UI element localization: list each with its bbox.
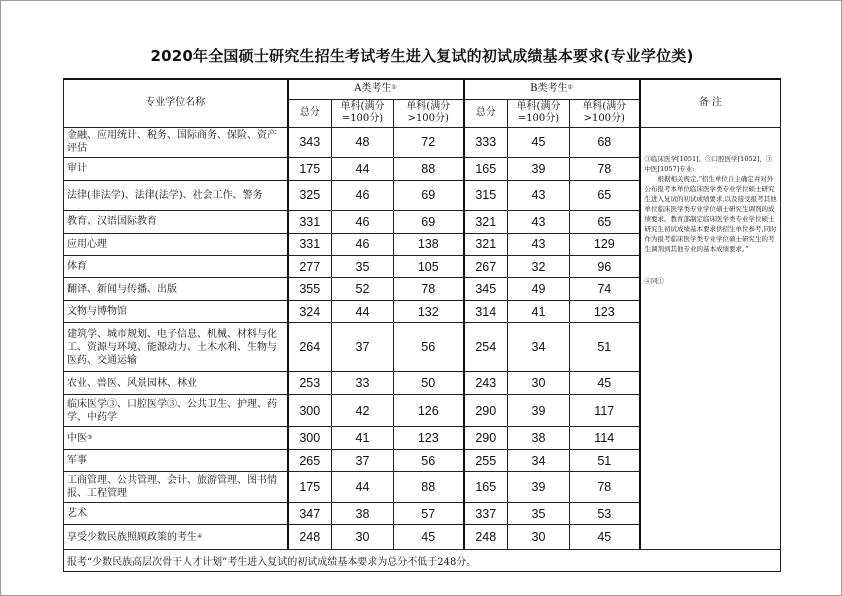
cell-a-total: 248 [288,525,332,550]
cell-b-s1: 35 [508,502,570,524]
cell-b-s2: 65 [570,180,640,211]
cell-b-s1: 39 [508,158,570,180]
cell-b-total: 254 [464,323,508,372]
cell-b-s2: 74 [570,278,640,300]
score-table [63,78,781,572]
cell-b-s2: 53 [570,502,640,524]
row-major-name: 建筑学、城市规划、电子信息、机械、材料与化工、资源与环境、能源动力、土木水利、生物与医药、交通运输 [64,323,288,372]
cell-b-s1: 43 [508,233,570,255]
cell-b-total: 165 [464,158,508,180]
header-a-total: 总分 [288,99,332,127]
cell-a-s1: 48 [332,127,394,158]
header-a-single-over-100: 单科(满分>100分) [394,99,464,127]
cell-b-s2: 123 [570,300,640,322]
cell-b-s1: 43 [508,211,570,233]
cell-a-total: 343 [288,127,332,158]
cell-b-s2: 78 [570,158,640,180]
row-major-name: 应用心理 [64,233,288,255]
cell-b-total: 345 [464,278,508,300]
header-b-single-over-100: 单科(满分>100分) [570,99,640,127]
row-major-name: 法律(非法学)、法律(法学)、社会工作、警务 [64,180,288,211]
cell-b-total: 267 [464,256,508,278]
cell-a-s1: 42 [332,394,394,427]
cell-a-total: 253 [288,372,332,394]
cell-b-total: 315 [464,180,508,211]
cell-a-s2: 69 [394,180,464,211]
row-major-name: 艺术 [64,502,288,524]
row-major-name: 享受少数民族照顾政策的考生④ [64,525,288,550]
cell-a-s2: 138 [394,233,464,255]
cell-a-s2: 56 [394,323,464,372]
cell-a-total: 264 [288,323,332,372]
cell-a-total: 300 [288,394,332,427]
header-group-a: A类考生① [288,79,464,99]
row-major-name: 农业、兽医、风景园林、林业 [64,372,288,394]
cell-b-total: 314 [464,300,508,322]
cell-b-s1: 39 [508,472,570,503]
cell-a-s1: 37 [332,323,394,372]
table-row [64,127,781,158]
cell-a-total: 331 [288,233,332,255]
cell-a-s2: 50 [394,372,464,394]
cell-b-s2: 117 [570,394,640,427]
remarks-line-2: 根据相关规定,“招生单位自主确定并对外公布报考本单位临床医学类专业学位硕士研究生进入复试的初试成绩要求,以及接受报考其他单位临床医学类专业学位硕士研究生调剂的成绩要求。教育部制定临床医学类专业学位硕士研究生初试成绩基本要求供招生单位参考,同时作为报考临床医学类专业学位硕士研究生的考生调剂到其他专业的基本成绩要求。” [644,174,777,253]
cell-a-total: 175 [288,158,332,180]
cell-a-total: 324 [288,300,332,322]
cell-a-total: 355 [288,278,332,300]
header-major-name: 专业学位名称 [64,79,288,127]
cell-a-s2: 57 [394,502,464,524]
cell-b-total: 321 [464,211,508,233]
cell-b-s1: 32 [508,256,570,278]
cell-a-total: 265 [288,449,332,471]
cell-b-s1: 43 [508,180,570,211]
cell-a-s2: 72 [394,127,464,158]
cell-b-total: 290 [464,394,508,427]
page-title: 2020年全国硕士研究生招生考试考生进入复试的初试成绩基本要求(专业学位类) [150,47,694,65]
cell-b-total: 255 [464,449,508,471]
row-major-name: 工商管理、公共管理、会计、旅游管理、图书情报、工程管理 [64,472,288,503]
cell-b-s2: 96 [570,256,640,278]
cell-a-s1: 44 [332,158,394,180]
cell-a-s1: 44 [332,300,394,322]
cell-b-s2: 78 [570,472,640,503]
cell-b-s2: 45 [570,372,640,394]
cell-b-s1: 45 [508,127,570,158]
cell-b-total: 337 [464,502,508,524]
row-major-name: 体育 [64,256,288,278]
cell-b-total: 290 [464,427,508,449]
cell-b-s1: 30 [508,525,570,550]
cell-b-s1: 34 [508,449,570,471]
cell-b-s1: 39 [508,394,570,427]
row-major-name: 临床医学③、口腔医学③、公共卫生、护理、药学、中药学 [64,394,288,427]
remarks-line-3: ④同① [644,276,665,285]
cell-b-s1: 30 [508,372,570,394]
footer-note: 报考“少数民族高层次骨干人才计划”考生进入复试的初试成绩基本要求为总分不低于248分。 [64,550,781,572]
cell-a-s1: 52 [332,278,394,300]
cell-a-s1: 38 [332,502,394,524]
cell-a-s1: 30 [332,525,394,550]
header-group-b: B类考生② [464,79,640,99]
cell-b-total: 333 [464,127,508,158]
cell-b-s2: 45 [570,525,640,550]
cell-a-s1: 35 [332,256,394,278]
cell-a-s1: 46 [332,180,394,211]
cell-a-s1: 46 [332,211,394,233]
cell-a-s1: 46 [332,233,394,255]
remarks-cell [640,127,781,550]
header-b-single-100: 单科(满分=100分) [508,99,570,127]
row-major-name: 金融、应用统计、税务、国际商务、保险、资产评估 [64,127,288,158]
row-major-name: 审计 [64,158,288,180]
cell-a-total: 277 [288,256,332,278]
cell-a-total: 331 [288,211,332,233]
cell-b-s2: 129 [570,233,640,255]
cell-a-s1: 37 [332,449,394,471]
header-b-total: 总分 [464,99,508,127]
cell-b-s1: 49 [508,278,570,300]
cell-a-total: 175 [288,472,332,503]
cell-a-s2: 123 [394,427,464,449]
row-major-name: 军事 [64,449,288,471]
cell-b-s1: 34 [508,323,570,372]
cell-a-s2: 132 [394,300,464,322]
cell-a-s1: 44 [332,472,394,503]
header-a-single-100: 单科(满分=100分) [332,99,394,127]
cell-b-s2: 114 [570,427,640,449]
cell-a-s2: 56 [394,449,464,471]
cell-a-s2: 78 [394,278,464,300]
cell-b-s1: 38 [508,427,570,449]
row-major-name: 教育、汉语国际教育 [64,211,288,233]
cell-b-total: 321 [464,233,508,255]
row-major-name: 中医③ [64,427,288,449]
cell-b-s2: 51 [570,449,640,471]
header-remarks: 备 注 [640,79,781,127]
cell-a-s2: 69 [394,211,464,233]
row-major-name: 文物与博物馆 [64,300,288,322]
cell-b-total: 165 [464,472,508,503]
cell-a-s2: 88 [394,472,464,503]
remarks-line-1: ③临床医学[1051]、③口腔医学[1052]、③中医[1057]专业: [644,154,773,173]
cell-a-s2: 45 [394,525,464,550]
cell-a-total: 347 [288,502,332,524]
cell-a-s1: 41 [332,427,394,449]
cell-a-total: 325 [288,180,332,211]
cell-a-s2: 126 [394,394,464,427]
cell-a-s1: 33 [332,372,394,394]
cell-b-s2: 68 [570,127,640,158]
row-major-name: 翻译、新闻与传播、出版 [64,278,288,300]
cell-a-total: 300 [288,427,332,449]
cell-b-total: 243 [464,372,508,394]
cell-b-s2: 51 [570,323,640,372]
cell-b-s2: 65 [570,211,640,233]
cell-a-s2: 105 [394,256,464,278]
cell-a-s2: 88 [394,158,464,180]
cell-b-total: 248 [464,525,508,550]
cell-b-s1: 41 [508,300,570,322]
